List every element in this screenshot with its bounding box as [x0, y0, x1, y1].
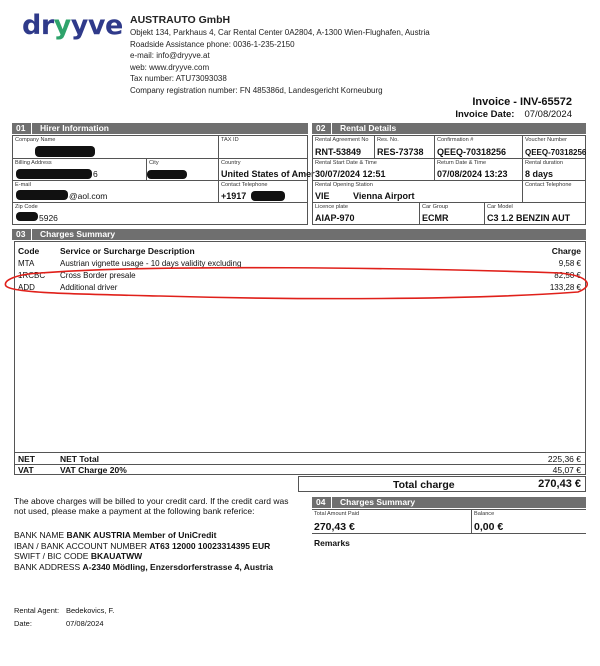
col-code-header: Code	[18, 246, 40, 256]
rental-contact-cell: Contact Telephone	[523, 181, 585, 203]
car-model-cell: Car Model C3 1.2 BENZIN AUT	[487, 204, 571, 223]
contact-phone-cell: Contact Telephone +1917	[219, 181, 307, 203]
bank-iban: IBAN / BANK ACCOUNT NUMBER AT63 12000 10023314395 EUR	[14, 540, 271, 551]
red-annotation-circle	[0, 260, 600, 320]
agreement-cell: Rental Agreement No RNT-53849	[313, 136, 375, 159]
rental-section-header: 02 Rental Details	[312, 123, 586, 134]
company-web: web: www.dryyve.com	[130, 62, 210, 72]
agent-name: Bedekovics, F.	[66, 606, 115, 615]
billing-address-cell: Billing Address 6	[13, 159, 147, 181]
col-desc-header: Service or Surcharge Description	[60, 246, 195, 256]
company-name: AUSTRAUTO GmbH	[130, 14, 231, 26]
bank-details	[14, 530, 273, 572]
agent-date: 07/08/2024	[66, 618, 104, 628]
charges-section-header: 03 Charges Summary	[12, 229, 586, 240]
remarks-label: Remarks	[314, 538, 350, 548]
confirmation-cell: Confirmation # QEEQ-70318256	[435, 136, 523, 159]
invoice-title: Invoice - INV-65572	[472, 96, 572, 108]
vat-value: 45,07 €	[552, 465, 581, 475]
duration-cell: Rental duration 8 days	[523, 159, 585, 181]
total-charge-box	[298, 476, 586, 492]
rental-agent-info: Rental Agent: Bedekovics, F. Date: 07/08/2024	[14, 606, 115, 628]
net-total-value: 225,36 €	[547, 454, 581, 464]
tax-number: Tax number: ATU73093038	[130, 74, 227, 84]
zip-code-cell: Zip Code 5926	[15, 204, 58, 223]
total-charge-label: Total charge	[393, 479, 455, 491]
invoice-date: Invoice Date: 07/08/2024	[455, 109, 572, 120]
company-info	[130, 13, 430, 97]
station-cell: Rental Opening Station VIE Vienna Airport	[313, 181, 523, 203]
email-cell: E-mail @aol.com	[13, 181, 219, 203]
hirer-info-grid	[12, 135, 315, 225]
balance-cell: Balance 0,00 €	[474, 511, 504, 533]
amount-paid-cell: Total Amount Paid 270,43 €	[312, 510, 472, 534]
company-email: e-mail: info@dryyve.at	[130, 51, 210, 61]
payment-note: The above charges will be billed to your credit card. If the credit card was not used, please make a payment at the following bank referice:	[14, 496, 289, 516]
bank-name: BANK NAME BANK AUSTRIA Member of UniCredit	[14, 530, 217, 540]
rental-details-grid	[312, 135, 586, 225]
company-address: Objekt 134, Parkhaus 4, Car Rental Center 0A2804, A-1300 Wien-Flughafen, Austria	[130, 28, 430, 37]
tax-id-cell: TAX ID	[219, 136, 307, 159]
net-total-label: NET Total	[60, 454, 100, 464]
company-registration: Company registration number: FN 485386d, Landesgericht Korneuburg	[130, 85, 383, 95]
voucher-cell: Voucher Number QEEQ-70318256	[525, 137, 587, 157]
total-charge-value: 270,43 €	[538, 478, 581, 490]
net-code: NET	[18, 454, 35, 464]
charges-table: Code Service or Surcharge Description Charge MTA Austrian vignette usage - 10 days validity excluding 9,58 € 1RCBC Cross Border presale 82,50 € ADD Additional driver 133,28 € NET NET Total 225,36 € VAT VAT Charge 20% 45,07 €	[14, 241, 586, 475]
res-no-cell: Res. No. RES-73738	[375, 136, 435, 159]
dryyve-logo: dryyve	[22, 10, 123, 41]
bank-address: BANK ADDRESS A-2340 Mödling, Enzersdorferstrasse 4, Austria	[14, 561, 274, 572]
country-cell: Country United States of Amer	[221, 160, 315, 179]
vat-label: VAT Charge 20%	[60, 465, 127, 475]
car-group-cell: Car Group ECMR	[420, 203, 485, 224]
plate-cell: Licence plate AIAP-970	[313, 203, 420, 224]
bank-swift: SWIFT / BIC CODE BKAUATWW	[14, 551, 143, 561]
return-cell: Return Date & Time 07/08/2024 13:23	[435, 159, 523, 181]
company-name-cell: Company Name	[13, 136, 219, 159]
summary-grid	[312, 509, 586, 534]
col-charge-header: Charge	[551, 246, 581, 256]
summary-section-header: 04 Charges Summary	[312, 497, 586, 508]
city-cell: City	[147, 159, 219, 181]
roadside-phone: Roadside Assistance phone: 0036-1-235-2150	[130, 39, 295, 49]
start-cell: Rental Start Date & Time 30/07/2024 12:51	[313, 159, 435, 181]
hirer-section-header: 01 Hirer Information	[12, 123, 308, 134]
vat-code: VAT	[18, 465, 34, 475]
